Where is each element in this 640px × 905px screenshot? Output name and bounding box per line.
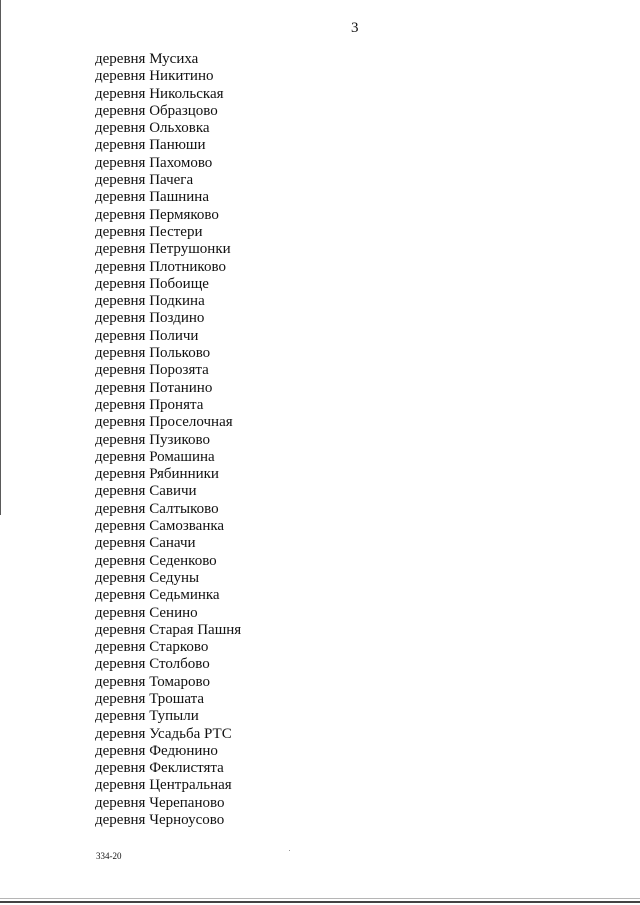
bottom-scan-rule-thin [0,898,640,899]
list-item: деревня Центральная [95,777,232,794]
list-item: деревня Пахомово [95,154,213,171]
list-item: деревня Пачега [95,172,194,189]
list-item: деревня Старково [95,639,209,656]
list-item: деревня Черноусово [95,812,225,829]
list-item: деревня Саначи [95,535,196,552]
scan-edge-line [0,0,1,515]
list-item: деревня Седуны [95,569,200,586]
list-item: деревня Поздино [95,310,205,327]
list-item: деревня Сенино [95,604,198,621]
list-item: деревня Потанино [95,379,213,396]
list-item: деревня Пашнина [95,189,209,206]
list-item: деревня Усадьба РТС [95,725,232,742]
list-item: деревня Пестери [95,223,203,240]
list-item: деревня Рябинники [95,466,219,483]
list-item: деревня Порозята [95,362,209,379]
list-item: деревня Федюнино [95,742,218,759]
list-item: деревня Пронята [95,396,204,413]
list-item: деревня Поличи [95,327,199,344]
list-item: деревня Пермяково [95,206,219,223]
list-item: деревня Феклистята [95,760,224,777]
list-item: деревня Образцово [95,102,218,119]
list-item: деревня Трошата [95,690,205,707]
footer-document-code: 334-20 [96,851,122,861]
list-item: деревня Савичи [95,483,197,500]
list-item: деревня Самозванка [95,518,225,535]
list-item: деревня Ромашина [95,448,215,465]
list-item: деревня Мусиха [95,51,199,67]
list-item: деревня Тупыли [95,708,199,725]
list-item: деревня Проселочная [95,414,233,431]
list-item: деревня Никольская [95,85,224,102]
page-number: 3 [351,20,359,36]
scan-speck [289,850,290,851]
bottom-scan-rule [0,901,640,903]
list-item: деревня Подкина [95,293,205,310]
list-item: деревня Ольховка [95,120,210,137]
list-item: деревня Томарово [95,673,210,690]
list-item: деревня Никитино [95,68,214,85]
list-item: деревня Черепаново [95,794,225,811]
settlement-list [95,51,241,829]
list-item: деревня Седенково [95,552,217,569]
list-item: деревня Седьминка [95,587,220,604]
list-item: деревня Петрушонки [95,241,231,258]
list-item: деревня Салтыково [95,500,219,517]
list-item: деревня Польково [95,345,211,362]
list-item: деревня Старая Пашня [95,621,242,638]
list-item: деревня Плотниково [95,258,226,275]
list-item: деревня Пузиково [95,431,210,448]
list-item: деревня Побоище [95,275,209,292]
list-item: деревня Панюши [95,137,206,154]
list-item: деревня Столбово [95,656,210,673]
